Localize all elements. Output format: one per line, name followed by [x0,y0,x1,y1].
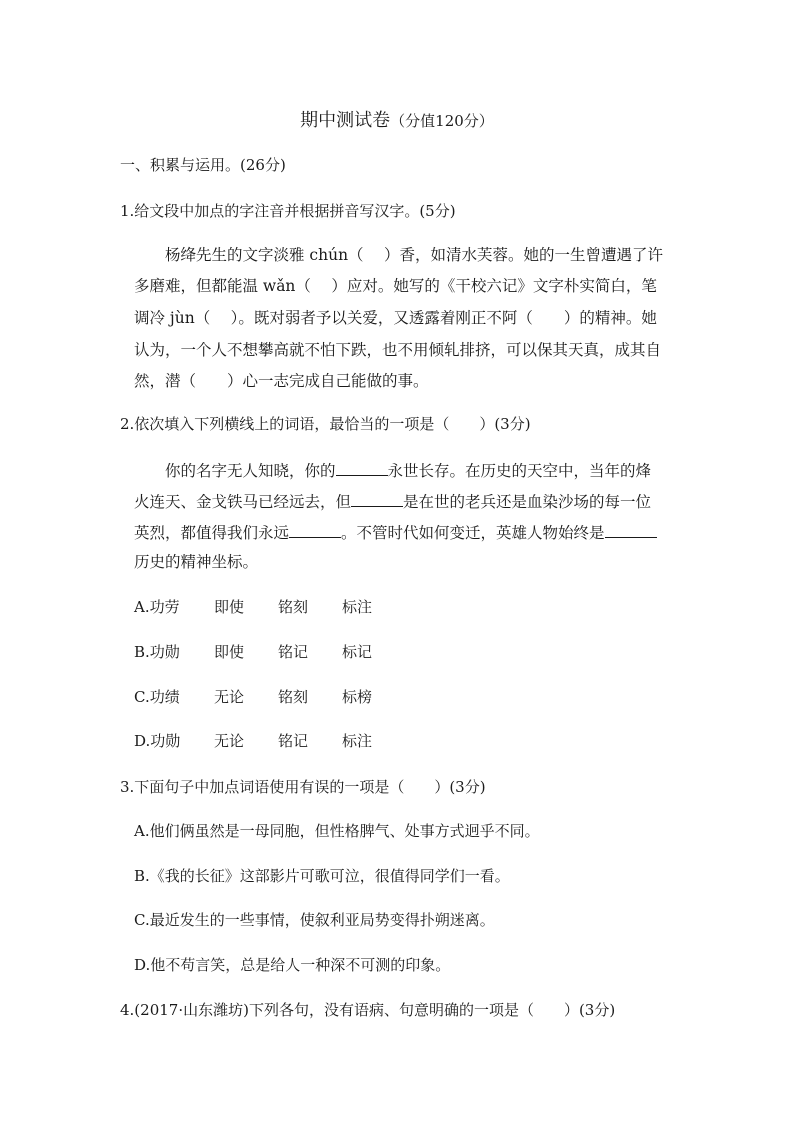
option-key: C.功绩 [134,688,180,706]
q1-passage-line-4: 认为，一个人不想攀高就不怕下跌，也不用倾轧排挤，可以保其天真，成其自 [134,341,662,359]
fill-blank-4[interactable] [605,521,657,538]
option-c[interactable] [134,687,372,707]
fill-blank-1[interactable] [336,459,388,476]
q2-passage-line-4: 历史的精神坐标。 [134,553,259,571]
q3-option-a[interactable]: A.他们俩虽然是一母同胞，但性格脾气、处事方式迥乎不同。 [134,822,540,840]
option-word: 铭刻 [278,688,309,706]
option-d[interactable] [134,731,372,751]
option-a[interactable] [134,597,372,617]
q2-text: 。不管时代如何变迁，英雄人物始终是 [341,524,605,542]
q3-option-d[interactable]: D.他不苟言笑，总是给人一种深不可测的印象。 [134,956,451,974]
q1-passage-line-1: 杨绛先生的文字淡雅 chún（ ）香，如清水芙蓉。她的一生曾遭遇了许 [165,246,663,264]
option-word: 铭记 [278,643,309,661]
option-word: 无论 [214,732,245,750]
option-word: 标注 [342,732,373,750]
title-main: 期中测试卷 [300,110,391,131]
q2-text: 你的名字无人知晓，你的 [165,462,336,480]
question-3-stem: 3.下面句子中加点词语使用有误的一项是（ ）(3分) [120,778,486,796]
question-4-stem: 4.(2017·山东潍坊)下列各句，没有语病、句意明确的一项是（ ）(3分) [120,1001,616,1019]
option-key: B.功勋 [134,643,180,661]
option-word: 即使 [214,598,245,616]
option-word: 无论 [214,688,245,706]
fill-blank-3[interactable] [289,521,341,538]
q2-text: 是在世的老兵还是血染沙场的每一位 [403,493,652,511]
q3-option-b[interactable]: B.《我的长征》这部影片可歌可泣，很值得同学们一看。 [134,867,510,885]
q2-text: 火连天、金戈铁马已经远去，但 [134,493,352,511]
q2-passage-line-2 [134,490,651,512]
question-2-stem: 2.依次填入下列横线上的词语，最恰当的一项是（ ）(3分) [120,415,531,433]
option-word: 标注 [342,598,373,616]
question-1-stem: 1.给文段中加点的字注音并根据拼音写汉字。(5分) [120,202,456,220]
q2-text: 永世长存。在历史的天空中，当年的烽 [387,462,652,480]
q2-passage-line-3 [134,521,657,543]
option-word: 即使 [214,643,245,661]
option-word: 铭记 [278,732,309,750]
option-word: 铭刻 [278,598,309,616]
q1-passage-line-3: 调冷 jùn（ ）。既对弱者予以关爱，又透露着刚正不阿（ ）的精神。她 [134,309,657,327]
option-key: A.功劳 [134,598,180,616]
q2-passage-line-1 [165,459,651,481]
q3-option-c[interactable]: C.最近发生的一些事情，使叙利亚局势变得扑朔迷离。 [134,911,495,929]
page-title [0,106,794,132]
q1-passage-line-2: 多磨难，但都能温 wǎn（ ）应对。她写的《干校六记》文字朴实简白，笔 [134,277,657,295]
title-score: （分值120分） [390,112,494,130]
section-heading: 一、积累与运用。(26分) [120,156,286,174]
option-b[interactable] [134,642,372,662]
q2-text: 英烈，都值得我们永远 [134,524,290,542]
option-word: 标记 [342,643,373,661]
option-word: 标榜 [342,688,373,706]
q1-passage-line-5: 然，潜（ ）心一志完成自己能做的事。 [134,372,429,390]
option-key: D.功勋 [134,732,181,750]
fill-blank-2[interactable] [351,490,403,507]
